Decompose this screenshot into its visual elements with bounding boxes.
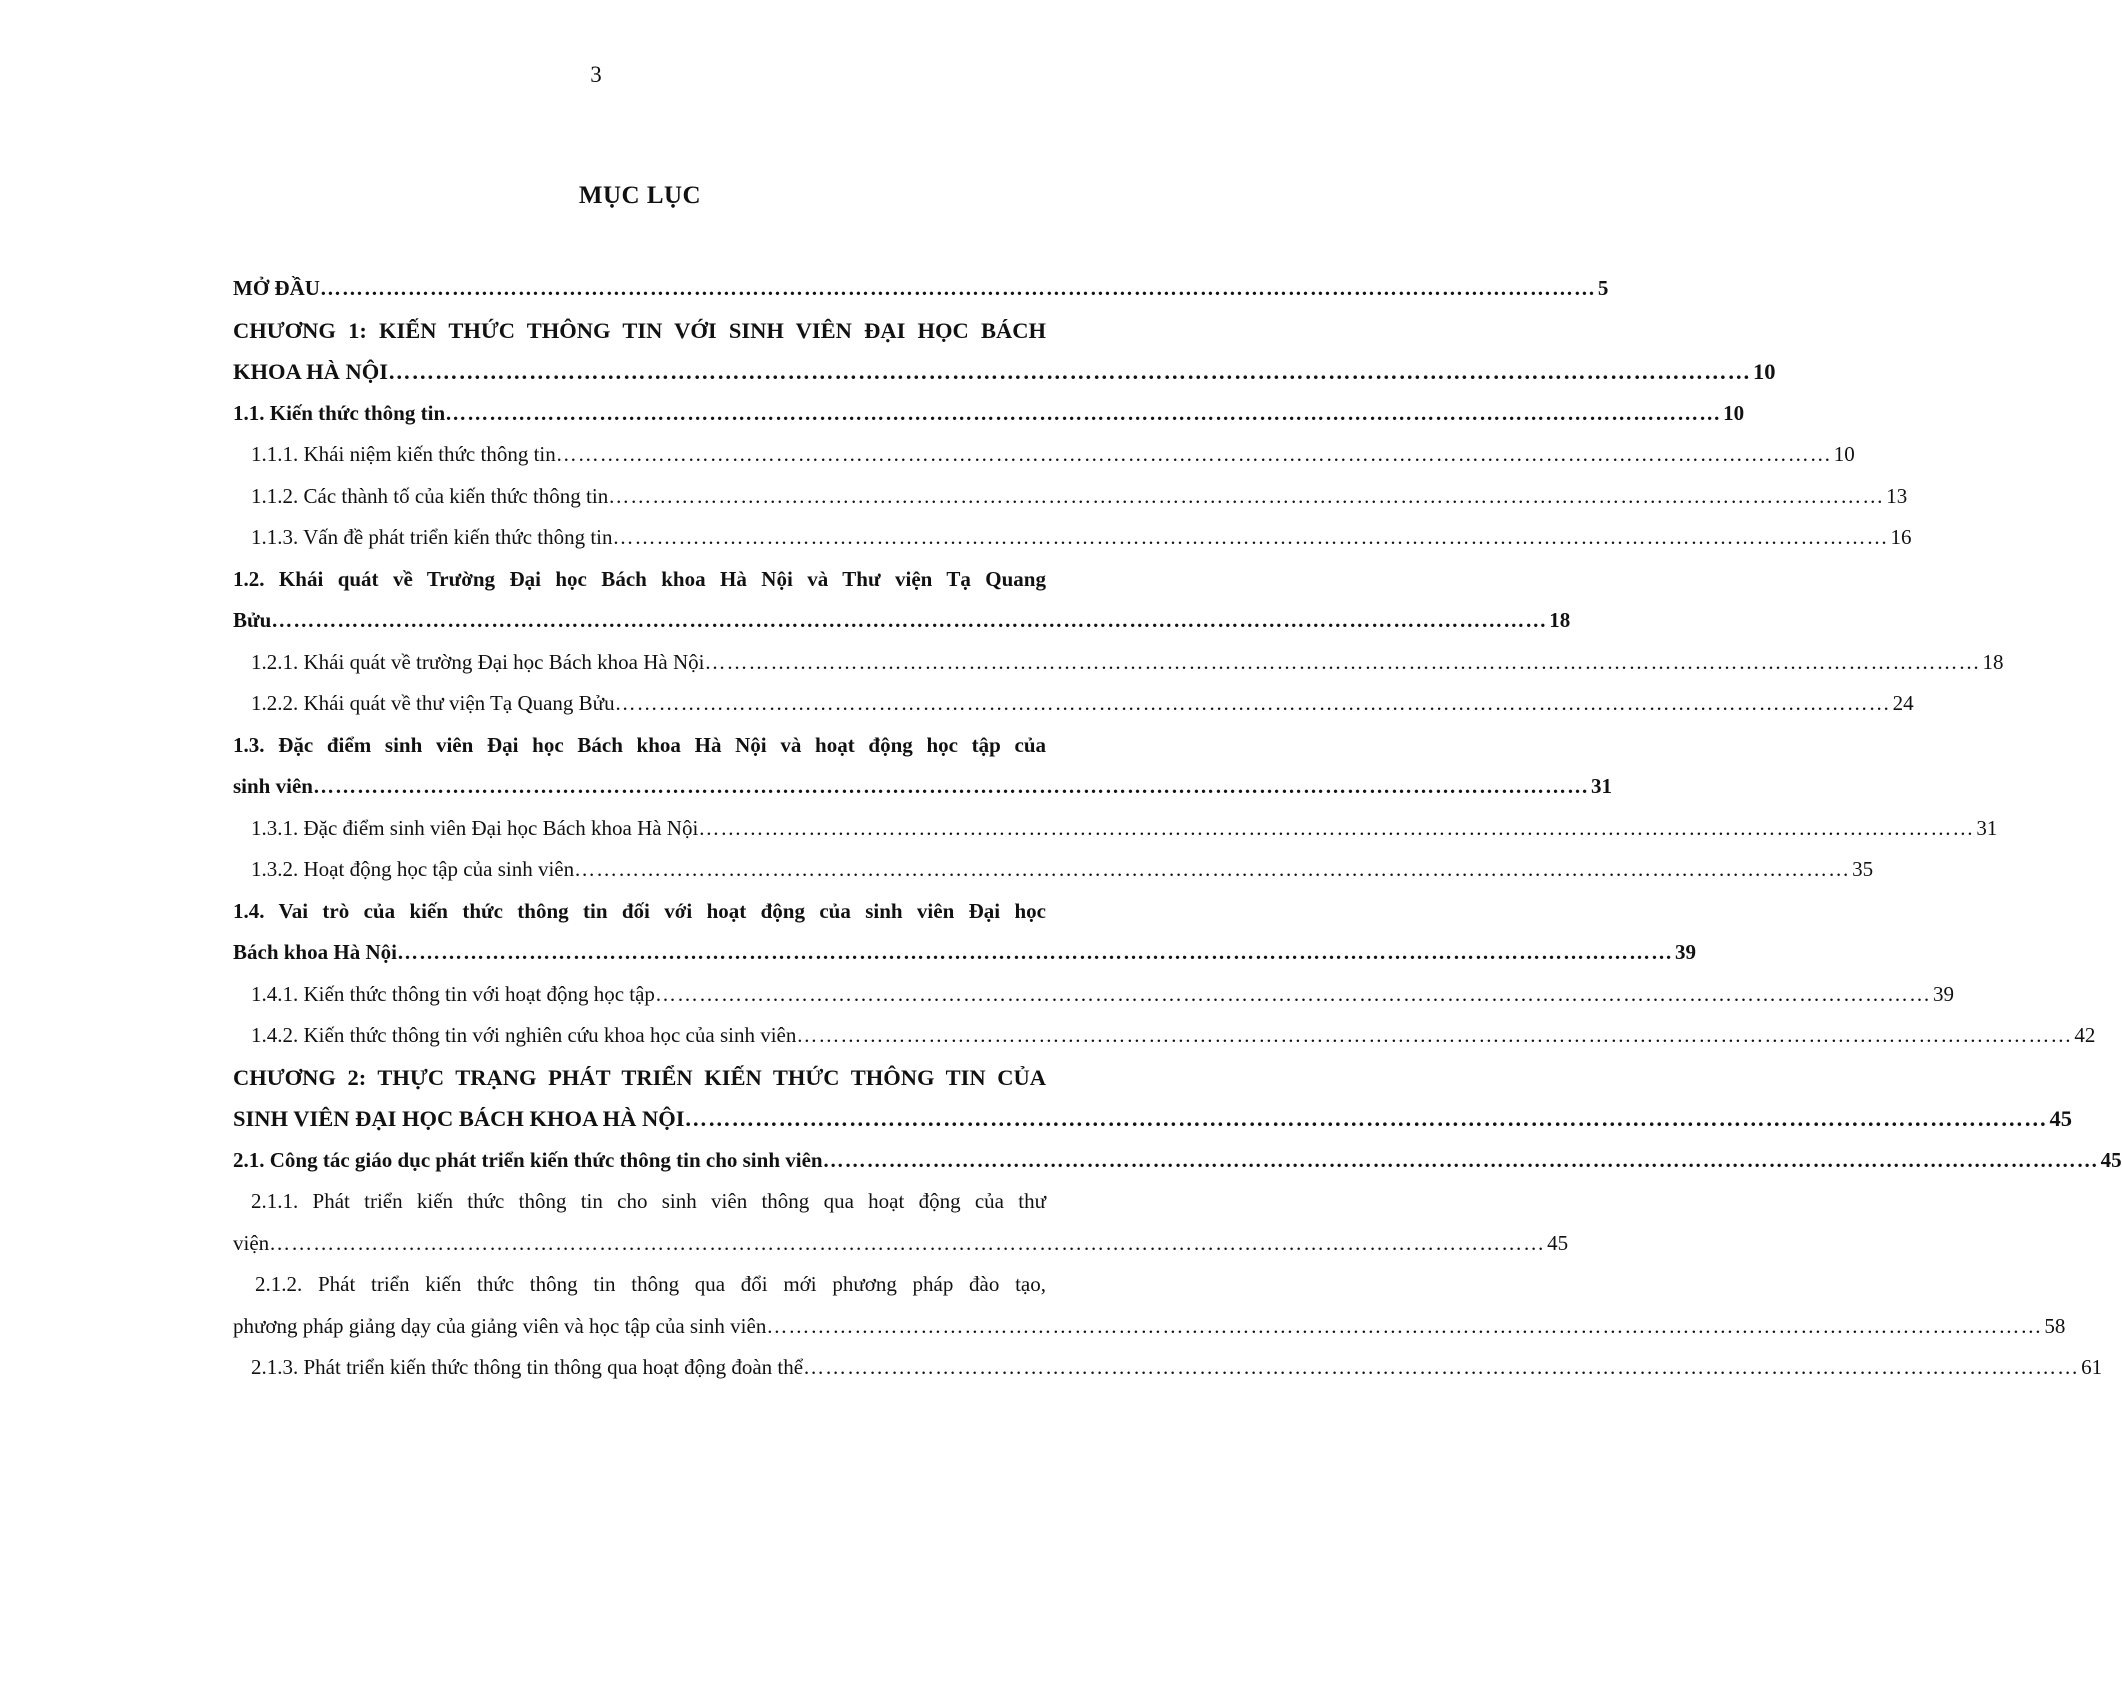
toc-leader (397, 932, 1673, 974)
toc-entry-label: 1.4.2. Kiến thức thông tin với nghiên cứu khoa học của sinh viên (251, 1023, 797, 1047)
toc-entry-page: 61 (2081, 1355, 2103, 1379)
toc-entry-chapter-1-line1[interactable]: CHƯƠNG 1: KIẾN THỨC THÔNG TIN VỚI SINH VIÊN ĐẠI HỌC BÁCH (233, 317, 1046, 343)
toc-leader (613, 517, 1889, 559)
toc-entry-1-1-3[interactable] (233, 517, 1912, 559)
toc-entry-page: 24 (1892, 691, 1914, 715)
toc-leader (556, 434, 1832, 476)
toc-entry-page: 35 (1852, 857, 1874, 881)
toc-leader (313, 766, 1589, 808)
toc-entry-label: 1.4.1. Kiến thức thông tin với hoạt động học tập (251, 981, 655, 1006)
toc-entry-label: KHOA HÀ NỘI (233, 359, 389, 384)
toc-entry-1-3-2[interactable] (233, 849, 1874, 891)
toc-entry-page: 45 (2100, 1147, 2122, 1172)
toc-entry-label: 1.3.1. Đặc điểm sinh viên Đại học Bách khoa Hà Nội (251, 815, 699, 840)
toc-entry-2-1-2[interactable] (233, 1306, 2066, 1348)
toc-leader (615, 683, 1891, 725)
toc-entry-page: 31 (1976, 815, 1998, 840)
toc-entry-page: 5 (1597, 276, 1609, 300)
toc-entry-1-2-2[interactable] (233, 683, 1914, 725)
toc-entry-1-2-1[interactable] (233, 642, 2004, 684)
toc-entry-label: 1.1. Kiến thức thông tin (233, 400, 446, 425)
toc-entry-page: 39 (1932, 981, 1954, 1006)
toc-entry-page: 13 (1886, 483, 1908, 508)
toc-entry-label: 1.1.1. Khái niệm kiến thức thông tin (251, 442, 556, 466)
toc-entry-chapter-1[interactable] (233, 351, 1776, 393)
toc-leader (574, 849, 1850, 891)
toc-entry-label: 2.1.3. Phát triển kiến thức thông tin thông qua hoạt động đoàn thể (251, 1355, 804, 1379)
toc-entry-2-1-1-line1[interactable]: 2.1.1. Phát triển kiến thức thông tin cho sinh viên thông qua hoạt động của thư (251, 1189, 1046, 1213)
toc-leader (320, 268, 1596, 310)
toc-entry-page: 16 (1890, 525, 1912, 549)
toc-entry-label: 2.1. Công tác giáo dục phát triển kiến thức thông tin cho sinh viên (233, 1147, 823, 1172)
toc-entry-page: 42 (2074, 1023, 2096, 1047)
toc-leader (608, 476, 1884, 518)
toc-entry-label: 1.3.2. Hoạt động học tập của sinh viên (251, 857, 575, 881)
toc-entry-1-1-1[interactable] (233, 434, 1855, 476)
toc-entry-1-4[interactable] (233, 932, 1696, 974)
toc-entry-mo-dau[interactable] (233, 268, 1609, 310)
toc-leader (698, 808, 1974, 850)
table-of-contents (233, 268, 2122, 1389)
toc-entry-2-1-1[interactable] (233, 1223, 1569, 1265)
toc-leader (655, 974, 1931, 1016)
toc-entry-page: 18 (1549, 608, 1571, 632)
toc-entry-1-3[interactable] (233, 766, 1612, 808)
toc-leader (823, 1140, 2099, 1182)
toc-leader (271, 600, 1547, 642)
toc-entry-label: 1.2.1. Khái quát về trường Đại học Bách khoa Hà Nội (251, 649, 705, 674)
toc-entry-page: 45 (2049, 1106, 2073, 1131)
toc-entry-label: 1.1.2. Các thành tố của kiến thức thông tin (251, 483, 609, 508)
toc-entry-page: 31 (1590, 774, 1612, 798)
toc-leader (704, 642, 1980, 684)
toc-leader (445, 393, 1721, 435)
toc-entry-chapter-2-line1[interactable]: CHƯƠNG 2: THỰC TRẠNG PHÁT TRIỂN KIẾN THỨC THÔNG TIN CỦA (233, 1064, 1046, 1090)
toc-entry-chapter-2[interactable] (233, 1098, 2073, 1140)
toc-entry-label: phương pháp giảng dạy của giảng viên và học tập của sinh viên (233, 1313, 767, 1338)
toc-entry-page: 10 (1833, 442, 1855, 466)
toc-entry-1-2-line1[interactable]: 1.2. Khái quát về Trường Đại học Bách khoa Hà Nội và Thư viện Tạ Quang (233, 566, 1046, 591)
toc-entry-page: 58 (2044, 1313, 2066, 1338)
toc-entry-2-1-2-line1[interactable]: 2.1.2. Phát triển kiến thức thông tin thông qua đổi mới phương pháp đào tạo, (255, 1272, 1046, 1296)
toc-entry-page: 45 (1547, 1230, 1569, 1255)
toc-leader (796, 1015, 2072, 1057)
toc-entry-label: Bửu (233, 608, 272, 632)
toc-entry-1-2[interactable] (233, 600, 1571, 642)
toc-leader (803, 1347, 2079, 1389)
toc-entry-1-3-1[interactable] (233, 808, 1998, 850)
toc-entry-1-1-2[interactable] (233, 476, 1908, 518)
toc-leader (766, 1306, 2042, 1348)
toc-entry-label: MỞ ĐẦU (233, 276, 320, 300)
toc-leader (269, 1223, 1545, 1265)
toc-entry-1-1[interactable] (233, 393, 1745, 435)
toc-title: MỤC LỤC (578, 182, 702, 209)
toc-leader (685, 1098, 2048, 1140)
toc-entry-1-4-line1[interactable]: 1.4. Vai trò của kiến thức thông tin đối với hoạt động của sinh viên Đại học (233, 898, 1046, 923)
toc-entry-page: 39 (1674, 940, 1696, 964)
toc-entry-page: 10 (1723, 400, 1745, 425)
toc-entry-label: SINH VIÊN ĐẠI HỌC BÁCH KHOA HÀ NỘI (233, 1106, 685, 1131)
page-number: 3 (590, 62, 602, 87)
toc-entry-label: sinh viên (233, 774, 313, 798)
toc-entry-1-4-2[interactable] (233, 1015, 2096, 1057)
toc-entry-1-4-1[interactable] (233, 974, 1954, 1016)
toc-entry-1-3-line1[interactable]: 1.3. Đặc điểm sinh viên Đại học Bách khoa Hà Nội và hoạt động học tập của (233, 732, 1046, 757)
toc-entry-page: 10 (1753, 359, 1776, 384)
toc-entry-label: viện (233, 1230, 270, 1255)
toc-entry-label: 1.1.3. Vấn đề phát triển kiến thức thông tin (251, 525, 613, 549)
toc-entry-page: 18 (1982, 649, 2004, 674)
toc-entry-2-1[interactable] (233, 1140, 2122, 1182)
toc-entry-label: 1.2.2. Khái quát về thư viện Tạ Quang Bửu (251, 691, 615, 715)
toc-entry-label: Bách khoa Hà Nội (233, 940, 397, 964)
toc-leader (388, 351, 1751, 393)
toc-entry-2-1-3[interactable] (233, 1347, 2103, 1389)
